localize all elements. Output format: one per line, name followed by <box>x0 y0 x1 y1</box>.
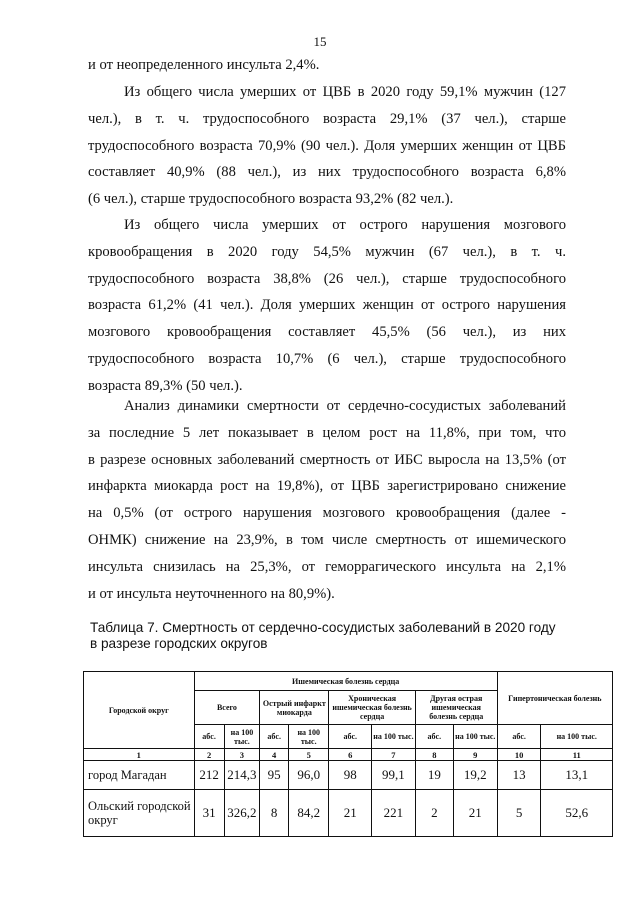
abs-header: абс. <box>194 725 224 749</box>
table-row <box>84 761 613 790</box>
text-line: Из общего числа умерших от ЦВБ в 2020 году 59,1% мужчин (127 <box>124 84 566 100</box>
table-cell: 13 <box>497 761 541 790</box>
table-cell: 13,1 <box>541 761 613 790</box>
text-line: инсульта снизилась на 25,3%, от геморрагического инсульта на 2,1% <box>88 558 566 575</box>
district-name: Ольский городской округ <box>84 790 195 837</box>
text-line: Анализ динамики смертности от сердечно-сосудистых заболеваний <box>124 398 566 414</box>
table-cell: 31 <box>194 790 224 837</box>
column-index: 9 <box>453 749 497 761</box>
text-line: трудоспособного возраста 10,7% (6 чел.), старше трудоспособного <box>88 350 566 367</box>
table-cell: 95 <box>260 761 289 790</box>
paragraph-2 <box>88 79 566 213</box>
table-cell: 2 <box>415 790 453 837</box>
table-cell: 98 <box>329 761 372 790</box>
paragraph-3 <box>88 212 566 400</box>
text-line: чел.), в т. ч. трудоспособного возраста 29,1% (37 чел.), старше <box>88 110 566 127</box>
paragraph-1 <box>88 52 566 79</box>
table-cell: 19,2 <box>453 761 497 790</box>
text-line: трудоспособного возраста 38,8% (26 чел.), старше трудоспособного <box>88 270 566 287</box>
column-index-row <box>84 749 613 761</box>
table-cell: 99,1 <box>372 761 416 790</box>
paragraph-4 <box>88 393 566 607</box>
text-line: составляет 40,9% (88 чел.), из них трудоспособного возраста 6,8% <box>88 164 566 181</box>
text-line: за последние 5 лет показывает в целом рост на 11,8%, при том, что <box>88 424 566 441</box>
column-index: 7 <box>372 749 416 761</box>
table-cell: 84,2 <box>289 790 329 837</box>
chronic-ihd-subheader: Хроническая ишемическая болезнь сердца <box>329 691 415 725</box>
table-cell: 326,2 <box>224 790 260 837</box>
column-index: 4 <box>260 749 289 761</box>
abs-header: абс. <box>415 725 453 749</box>
column-index: 1 <box>84 749 195 761</box>
text-line: мозгового кровообращения составляет 45,5% (56 чел.), из них <box>88 324 566 341</box>
ihd-group-header: Ишемическая болезнь сердца <box>194 672 497 691</box>
total-subheader: Всего <box>194 691 260 725</box>
per100k-header: на 100 тыс. <box>453 725 497 749</box>
table-cell: 52,6 <box>541 790 613 837</box>
table-cell: 8 <box>260 790 289 837</box>
column-index: 11 <box>541 749 613 761</box>
text-line: возраста 89,3% (50 чел.). <box>88 377 243 394</box>
table-cell: 21 <box>453 790 497 837</box>
table-cell: 96,0 <box>289 761 329 790</box>
table-row <box>84 790 613 837</box>
text-line: Из общего числа умерших от острого нарушения мозгового <box>124 217 566 233</box>
table-cell: 212 <box>194 761 224 790</box>
text-line: возраста 61,2% (41 чел.). Доля умерших женщин от острого нарушения <box>88 297 566 314</box>
page-number: 15 <box>313 34 327 49</box>
text-line: ОНМК) снижение на 23,9%, в том числе смертность от ишемического <box>88 531 566 548</box>
text-line: в разрезе основных заболеваний смертность от ИБС выросла на 13,5% (от <box>88 451 566 468</box>
table-cell: 21 <box>329 790 372 837</box>
abs-header: абс. <box>260 725 289 749</box>
abs-header: абс. <box>329 725 372 749</box>
column-index: 8 <box>415 749 453 761</box>
district-name: город Магадан <box>84 761 195 790</box>
table-cell: 214,3 <box>224 761 260 790</box>
mi-subheader: Острый инфаркт миокарда <box>260 691 329 725</box>
text-line: трудоспособного возраста 70,9% (90 чел.). Доля умерших женщин от ЦВБ <box>88 137 566 154</box>
column-index: 6 <box>329 749 372 761</box>
table-cell: 5 <box>497 790 541 837</box>
per100k-header: на 100 тыс. <box>541 725 613 749</box>
per100k-header: на 100 тыс. <box>372 725 416 749</box>
column-index: 3 <box>224 749 260 761</box>
column-index: 5 <box>289 749 329 761</box>
table-cell: 221 <box>372 790 416 837</box>
per100k-header: на 100 тыс. <box>224 725 260 749</box>
column-index: 10 <box>497 749 541 761</box>
mortality-table <box>83 671 613 837</box>
table-caption-line: в разрезе городских округов <box>90 636 268 651</box>
text-line: (6 чел.), старше трудоспособного возраста 93,2% (82 чел.). <box>88 191 454 208</box>
column-index: 2 <box>194 749 224 761</box>
text-line: на 0,5% (от острого нарушения мозгового кровообращения (далее - <box>88 505 566 522</box>
per100k-header: на 100 тыс. <box>289 725 329 749</box>
text-line: кровообращения в 2020 году 54,5% мужчин (67 чел.), в т. ч. <box>88 243 566 260</box>
hypertension-group-header: Гипертоническая болезнь <box>497 672 612 725</box>
table-cell: 19 <box>415 761 453 790</box>
table-caption-line: Таблица 7. Смертность от сердечно-сосудистых заболеваний в 2020 году <box>90 620 556 635</box>
text-line: и от неопределенного инсульта 2,4%. <box>88 57 320 73</box>
text-line: и от инсульта неуточненного на 80,9%). <box>88 585 335 602</box>
other-acute-ihd-subheader: Другая острая ишемическая болезнь сердца <box>415 691 497 725</box>
text-line: инфаркта миокарда рост на 19,8%), от ЦВБ зарегистрировано снижение <box>88 478 566 495</box>
district-column-header: Городской округ <box>84 672 195 749</box>
table-caption <box>90 620 570 652</box>
abs-header: абс. <box>497 725 541 749</box>
